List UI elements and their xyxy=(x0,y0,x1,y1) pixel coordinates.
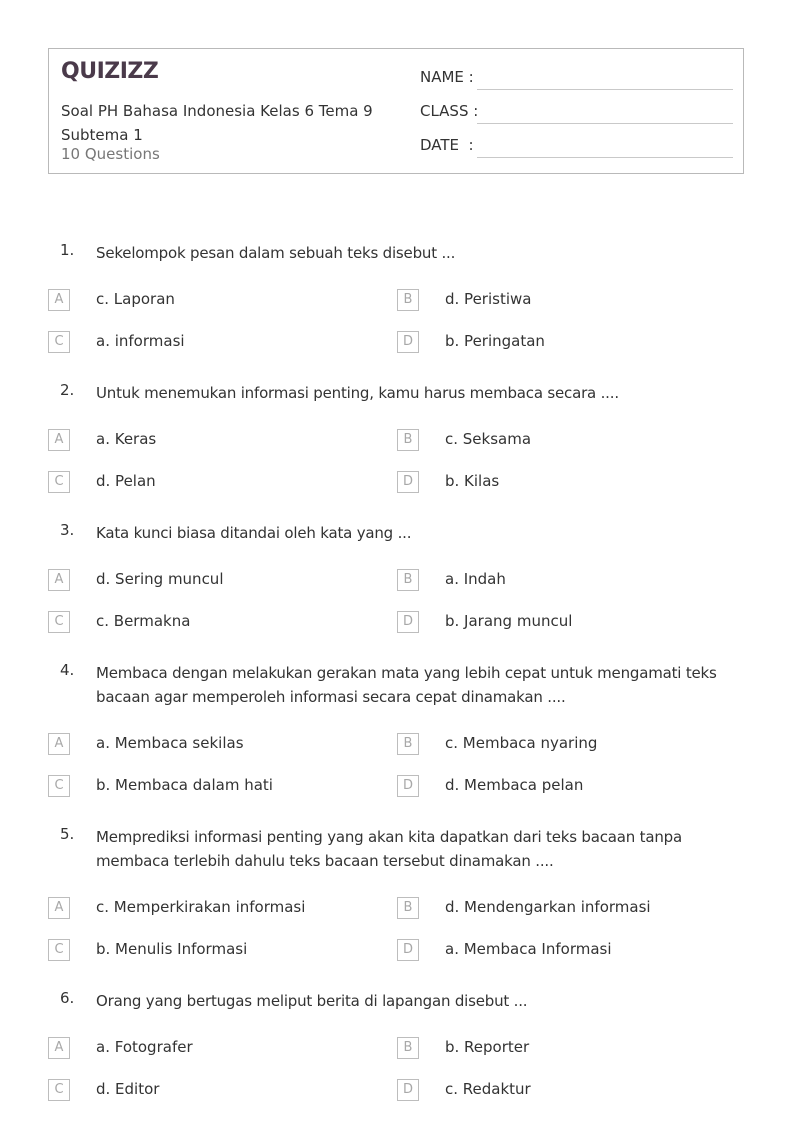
option-text: a. Keras xyxy=(96,430,157,448)
name-line xyxy=(477,89,733,90)
option-text: b. Membaca dalam hati xyxy=(96,776,273,794)
question-text: Sekelompok pesan dalam sebuah teks disebut ... xyxy=(96,244,456,262)
option-text: d. Membaca pelan xyxy=(445,776,584,794)
question-number: 1. xyxy=(60,241,75,259)
option-text: a. Indah xyxy=(445,570,506,588)
question-number: 5. xyxy=(60,825,75,843)
option-text: c. Seksama xyxy=(445,430,532,448)
question-number: 4. xyxy=(60,661,75,679)
option-letter-box: D xyxy=(397,331,419,353)
option-text: c. Bermakna xyxy=(96,612,191,630)
option-letter-box: D xyxy=(397,939,419,961)
option-text: c. Redaktur xyxy=(445,1080,531,1098)
option-letter-box: D xyxy=(397,775,419,797)
option-letter-box: B xyxy=(397,429,419,451)
option-text: b. Menulis Informasi xyxy=(96,940,248,958)
date-field[interactable] xyxy=(420,136,733,158)
worksheet-header xyxy=(48,48,744,174)
option-text: a. Fotografer xyxy=(96,1038,193,1056)
option-text: b. Reporter xyxy=(445,1038,530,1056)
option-text: b. Jarang muncul xyxy=(445,612,573,630)
question-number: 6. xyxy=(60,989,75,1007)
option-letter-box: A xyxy=(48,1037,70,1059)
option-letter-box: D xyxy=(397,1079,419,1101)
option-letter-box: A xyxy=(48,429,70,451)
option-letter-box: A xyxy=(48,897,70,919)
question-text: Orang yang bertugas meliput berita di lapangan disebut ... xyxy=(96,992,528,1010)
question-text: Untuk menemukan informasi penting, kamu harus membaca secara .... xyxy=(96,384,619,402)
class-field[interactable] xyxy=(420,102,733,124)
option-text: d. Pelan xyxy=(96,472,156,490)
option-text: c. Laporan xyxy=(96,290,175,308)
option-letter-box: A xyxy=(48,569,70,591)
date-label: DATE : xyxy=(420,136,474,154)
option-letter-box: D xyxy=(397,471,419,493)
option-letter-box: B xyxy=(397,897,419,919)
option-letter-box: C xyxy=(48,1079,70,1101)
option-text: a. Membaca sekilas xyxy=(96,734,244,752)
name-label: NAME : xyxy=(420,68,474,86)
option-letter-box: D xyxy=(397,611,419,633)
class-line xyxy=(477,123,733,124)
option-text: c. Memperkirakan informasi xyxy=(96,898,306,916)
question-text: Kata kunci biasa ditandai oleh kata yang ... xyxy=(96,524,412,542)
quizizz-logo: QUIZIZZ xyxy=(61,59,159,84)
question-count: 10 Questions xyxy=(61,145,160,163)
worksheet-title: Soal PH Bahasa Indonesia Kelas 6 Tema 9 Subtema 1 xyxy=(61,102,373,144)
option-text: a. Membaca Informasi xyxy=(445,940,612,958)
question-number: 3. xyxy=(60,521,75,539)
question-text: Membaca dengan melakukan gerakan mata yang lebih cepat untuk mengamati teks bacaan agar memperoleh informasi secara cepat dinamakan .... xyxy=(96,664,717,706)
option-text: b. Peringatan xyxy=(445,332,545,350)
option-text: d. Sering muncul xyxy=(96,570,224,588)
option-letter-box: C xyxy=(48,471,70,493)
date-line xyxy=(477,157,733,158)
class-label: CLASS : xyxy=(420,102,479,120)
option-letter-box: C xyxy=(48,775,70,797)
option-letter-box: A xyxy=(48,289,70,311)
option-text: d. Peristiwa xyxy=(445,290,532,308)
option-text: d. Editor xyxy=(96,1080,160,1098)
option-letter-box: C xyxy=(48,331,70,353)
option-letter-box: B xyxy=(397,289,419,311)
option-letter-box: B xyxy=(397,1037,419,1059)
option-text: d. Mendengarkan informasi xyxy=(445,898,651,916)
option-letter-box: C xyxy=(48,939,70,961)
option-text: b. Kilas xyxy=(445,472,500,490)
name-field[interactable] xyxy=(420,68,733,90)
option-text: c. Membaca nyaring xyxy=(445,734,598,752)
question-text: Memprediksi informasi penting yang akan kita dapatkan dari teks bacaan tanpa membaca terlebih dahulu teks bacaan tersebut dinamakan .... xyxy=(96,828,682,870)
option-letter-box: C xyxy=(48,611,70,633)
option-text: a. informasi xyxy=(96,332,185,350)
question-number: 2. xyxy=(60,381,75,399)
option-letter-box: A xyxy=(48,733,70,755)
option-letter-box: B xyxy=(397,733,419,755)
option-letter-box: B xyxy=(397,569,419,591)
